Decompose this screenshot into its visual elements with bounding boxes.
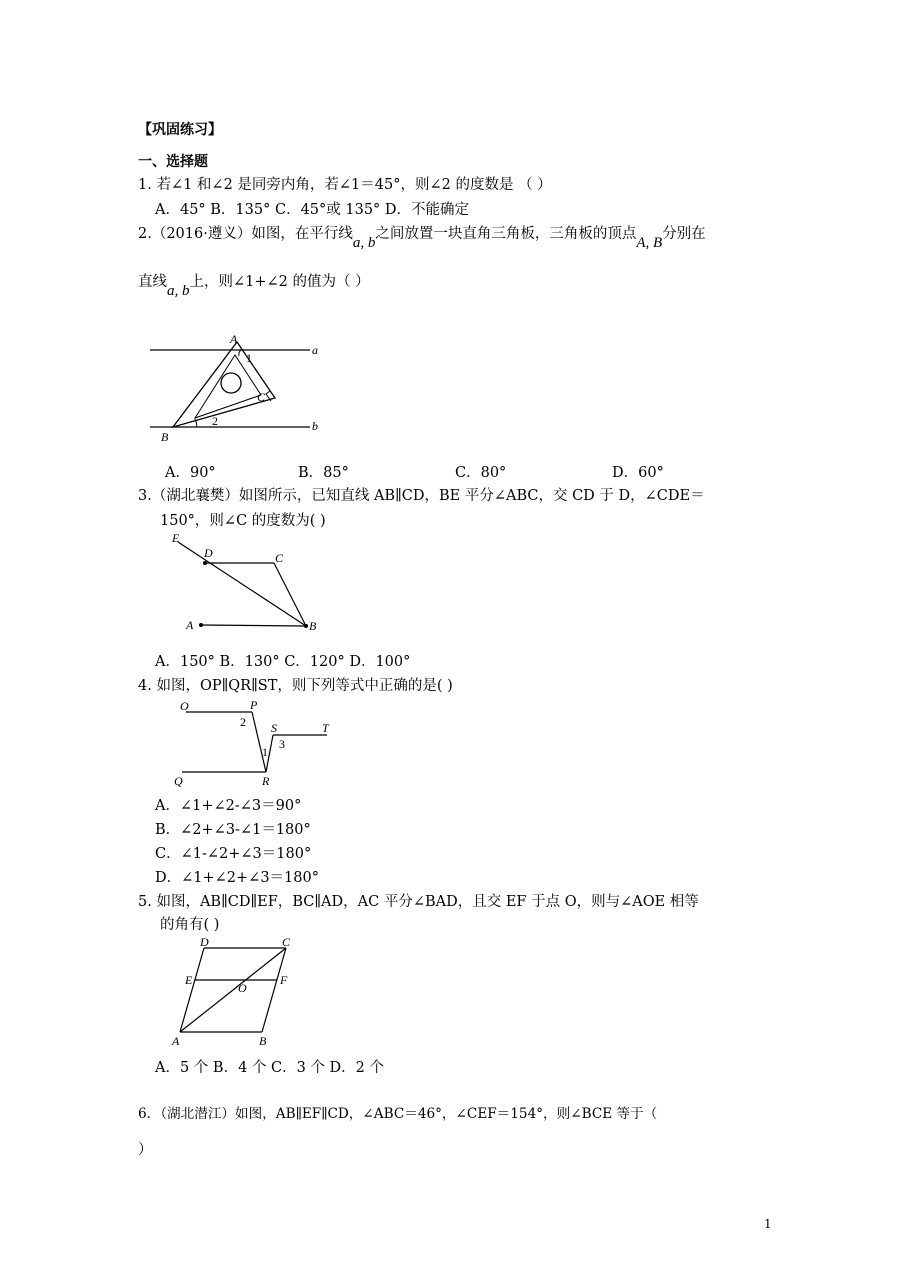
q4-label-P: P — [250, 698, 258, 712]
q4-label-R: R — [262, 774, 270, 788]
q5-label-O: O — [238, 981, 247, 995]
q2-text-c: 分别在 — [662, 226, 706, 242]
q5-line2: 的角有( ) — [160, 917, 220, 933]
q2-option-b: B．85° — [298, 465, 349, 481]
q5-label-C: C — [282, 935, 291, 949]
q3-label-C: C — [275, 551, 284, 565]
q3-label-D: D — [204, 546, 213, 560]
q4-label-3: 3 — [279, 737, 285, 751]
q2-line2-var: a, b — [167, 283, 190, 299]
q4-label-2: 2 — [240, 715, 246, 729]
q5-label-D: D — [200, 935, 209, 949]
part-title: 一、选择题 — [138, 154, 208, 170]
q2-text-a: 2.（2016·遵义）如图，在平行线 — [138, 226, 353, 242]
q2-figure — [145, 330, 335, 445]
section-title: 【巩固练习】 — [138, 122, 222, 138]
q2-label-1: 1 — [246, 351, 252, 365]
q2-line2-a: 直线 — [138, 274, 167, 290]
q4-option-c: C．∠1-∠2+∠3＝180° — [155, 846, 312, 862]
q1-options: A．45° B．135° C．45°或 135° D．不能确定 — [155, 202, 470, 218]
q1-text: 1. 若∠1 和∠2 是同旁内角，若∠1＝45°，则∠2 的度数是 （ ） — [138, 177, 552, 193]
q5-label-A: A — [172, 1034, 180, 1048]
q4-text: 4. 如图，OP∥QR∥ST，则下列等式中正确的是( ) — [138, 678, 453, 694]
q2-label-a: a — [312, 343, 318, 357]
q3-line1: 3.（湖北襄樊）如图所示，已知直线 AB∥CD，BE 平分∠ABC，交 CD 于 D，∠CDE＝ — [138, 488, 705, 504]
q2-option-c: C．80° — [455, 465, 507, 481]
q4-label-T: T — [322, 721, 329, 735]
q6-line1: 6．（湖北潜江）如图，AB∥EF∥CD，∠ABC＝46°，∠CEF＝154°，则∠BCE 等于（ — [138, 1106, 658, 1122]
q3-figure — [168, 530, 328, 640]
q3-label-E: E — [172, 531, 180, 545]
q4-label-Q: Q — [174, 774, 183, 788]
q4-label-O: O — [180, 699, 189, 713]
q4-label-S: S — [271, 721, 277, 735]
q2-line1 — [138, 226, 706, 251]
q4-label-1: 1 — [262, 745, 268, 759]
q2-var-ab: a, b — [352, 235, 376, 251]
q4-option-d: D．∠1+∠2+∠3＝180° — [155, 870, 319, 886]
q5-figure — [168, 935, 303, 1050]
q4-option-a: A．∠1+∠2-∠3＝90° — [155, 798, 302, 814]
q5-line1: 5. 如图，AB∥CD∥EF，BC∥AD，AC 平分∠BAD，且交 EF 于点 O，则与∠AOE 相等 — [138, 894, 699, 910]
q2-option-a: A．90° — [165, 465, 216, 481]
q4-figure — [172, 697, 342, 792]
q3-label-A: A — [186, 618, 194, 632]
q6-line2: ） — [138, 1142, 153, 1158]
q2-text-b: 之间放置一块直角三角板，三角板的顶点 — [375, 226, 637, 242]
q2-label-C: C — [257, 390, 266, 404]
q5-options: A．5 个 B．4 个 C．3 个 D．2 个 — [155, 1060, 385, 1076]
q2-label-B: B — [161, 430, 169, 444]
q2-label-2: 2 — [212, 414, 218, 428]
q5-label-E: E — [185, 973, 193, 987]
q2-line2-b: 上，则∠1+∠2 的值为（ ） — [189, 274, 370, 290]
q5-label-F: F — [280, 973, 288, 987]
q5-label-B: B — [259, 1034, 267, 1048]
q2-label-A: A — [230, 332, 238, 346]
q3-line2: 150°，则∠C 的度数为( ) — [160, 513, 326, 529]
page-number: 1 — [764, 1217, 772, 1231]
q4-option-b: B．∠2+∠3-∠1＝180° — [155, 822, 311, 838]
q2-label-b: b — [312, 419, 318, 433]
q2-option-d: D．60° — [612, 465, 664, 481]
q3-options: A．150° B．130° C．120° D．100° — [155, 654, 411, 670]
q3-label-B: B — [309, 619, 317, 633]
q2-line2 — [138, 274, 370, 299]
q2-var-AB: A, B — [636, 235, 663, 251]
